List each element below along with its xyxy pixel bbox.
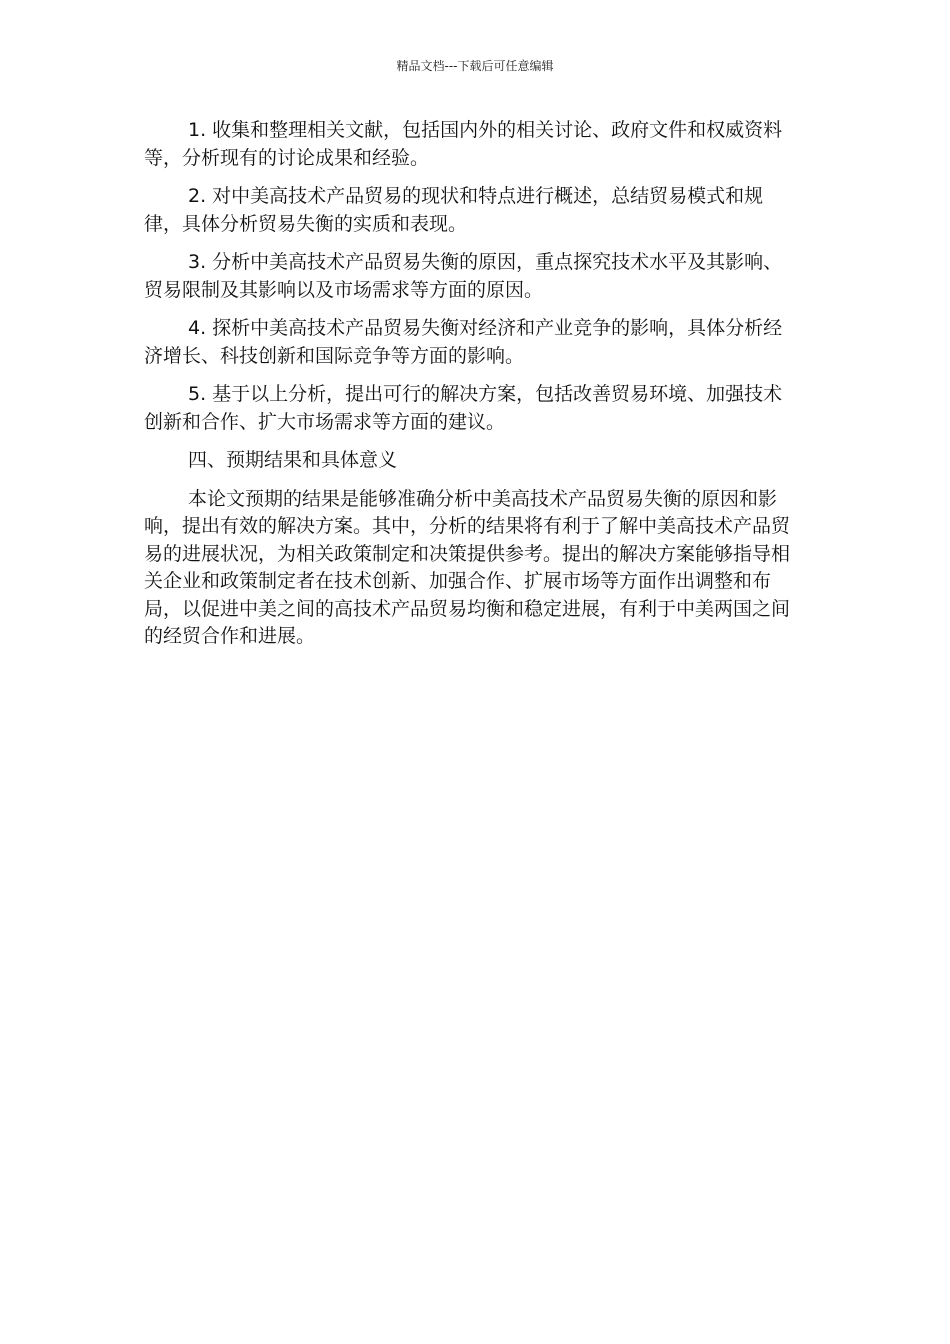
page-header: 精品文档---下载后可任意编辑	[396, 59, 554, 73]
method-item-3: 3. 分析中美高技术产品贸易失衡的原因，重点探究技术水平及其影响、贸易限制及其影响以及市场需求等方面的原因。	[144, 251, 783, 301]
method-item-1: 1. 收集和整理相关文献，包括国内外的相关讨论、政府文件和权威资料等，分析现有的讨论成果和经验。	[144, 119, 783, 169]
method-item-2: 2. 对中美高技术产品贸易的现状和特点进行概述，总结贸易模式和规律，具体分析贸易失衡的实质和表现。	[144, 185, 764, 235]
expected-results-paragraph: 本论文预期的结果是能够准确分析中美高技术产品贸易失衡的原因和影响，提出有效的解决方案。其中，分析的结果将有利于了解中美高技术产品贸易的进展状况，为相关政策制定和决策提供参考。提出的解决方案能够指导相关企业和政策制定者在技术创新、加强合作、扩展市场等方面作出调整和布局，以促进中美之间的高技术产品贸易均衡和稳定进展，有利于中美两国之间的经贸合作和进展。	[144, 487, 791, 647]
document-body	[144, 117, 798, 662]
method-item-5: 5. 基于以上分析，提出可行的解决方案，包括改善贸易环境、加强技术创新和合作、扩大市场需求等方面的建议。	[144, 383, 783, 433]
section-heading: 四、预期结果和具体意义	[188, 449, 398, 471]
method-item-4: 4. 探析中美高技术产品贸易失衡对经济和产业竞争的影响，具体分析经济增长、科技创新和国际竞争等方面的影响。	[144, 317, 783, 367]
